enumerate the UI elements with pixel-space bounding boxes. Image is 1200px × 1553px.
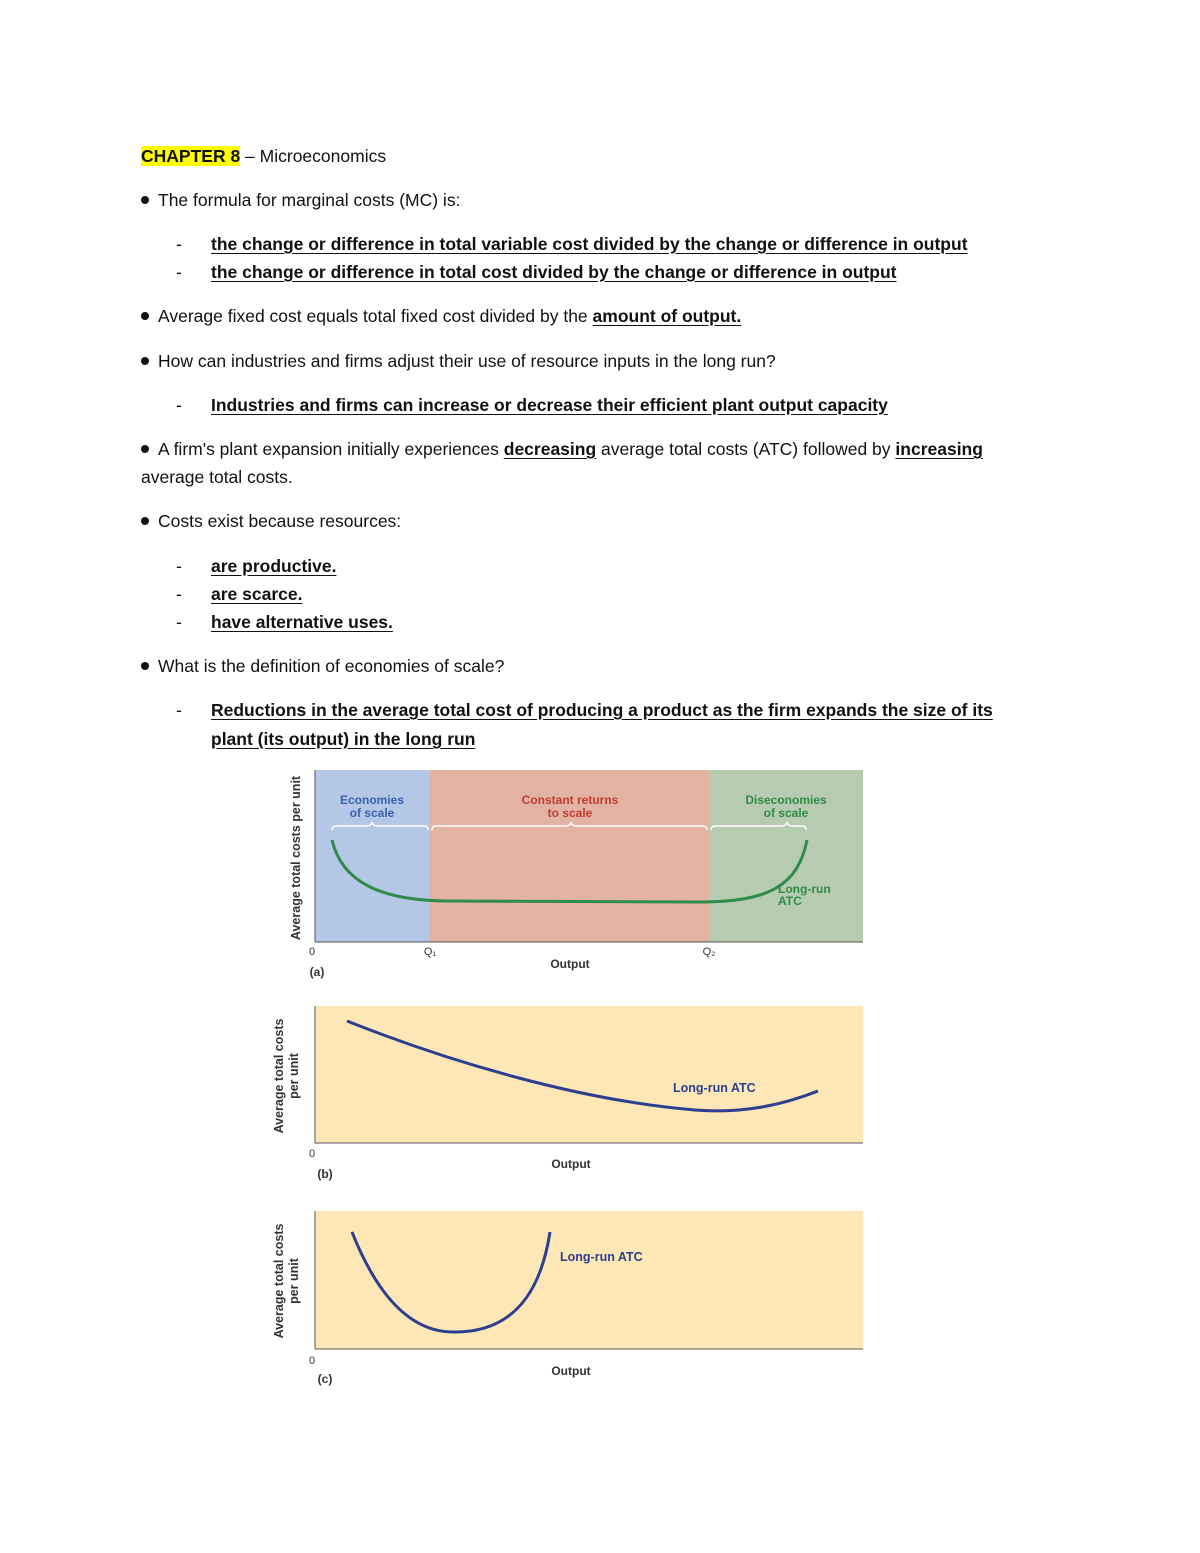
answer-decreasing: decreasing: [503, 439, 597, 459]
answer-economies-line-2: plant (its output) in the long run: [211, 729, 476, 749]
x-axis-label-c: Output: [551, 1364, 591, 1378]
statement-plant-expansion: [141, 438, 983, 460]
bullet-icon: [141, 445, 149, 453]
bullet-icon: [141, 312, 149, 320]
figure-a-long-run-atc-regions: [270, 760, 880, 985]
bullet-icon: [141, 662, 149, 670]
answer-economies-line-1: Reductions in the average total cost of producing a product as the firm expands the size of its: [211, 700, 993, 720]
x-axis-label-b: Output: [551, 1157, 591, 1171]
origin-label-c: 0: [308, 1355, 316, 1367]
question-text: Average fixed cost equals total fixed cost divided by the: [158, 306, 593, 326]
dash-icon: -: [176, 395, 182, 415]
question-average-fixed-cost: [141, 305, 741, 327]
atc-label-c: Long-run ATC: [560, 1250, 643, 1264]
question-text: Costs exist because resources:: [158, 511, 402, 531]
answer-resources-3: have alternative uses.: [211, 612, 393, 632]
panel-label-b: (b): [317, 1167, 333, 1181]
y-axis-label-c-line2: per unit: [287, 1258, 301, 1304]
statement-text: A firm's plant expansion initially experiences: [158, 439, 504, 459]
economies-label-line2: of scale: [349, 806, 395, 820]
dash-icon: -: [176, 262, 182, 282]
answer-afc: amount of output.: [592, 306, 742, 326]
chapter-subject: Microeconomics: [259, 146, 387, 166]
bullet-icon: [141, 357, 149, 365]
q1-label: Q₁: [423, 946, 437, 958]
diseconomies-label-line1: Diseconomies: [745, 793, 827, 807]
dash-icon: -: [176, 584, 182, 604]
dash-icon: -: [176, 700, 182, 720]
bullet-icon: [141, 517, 149, 525]
chapter-label: CHAPTER 8: [141, 146, 241, 166]
constant-label-line1: Constant returns: [521, 793, 619, 807]
chapter-heading: [141, 145, 386, 167]
question-economies-of-scale: [141, 655, 504, 677]
y-axis-label-b-line2: per unit: [287, 1053, 301, 1099]
economies-label-line1: Economies: [339, 793, 405, 807]
answer-long-run-inputs: Industries and firms can increase or decrease their efficient plant output capacity: [211, 395, 888, 415]
statement-text: average total costs (ATC) followed by: [596, 439, 896, 459]
answer-resources-1: are productive.: [211, 556, 337, 576]
dash-icon: -: [176, 234, 182, 254]
dash-icon: -: [176, 556, 182, 576]
answer-increasing: increasing: [895, 439, 983, 459]
figure-b-long-run-atc: [265, 1000, 875, 1185]
question-long-run-inputs: [141, 350, 776, 372]
q2-label: Q₂: [702, 946, 716, 958]
constant-label-line2: to scale: [547, 806, 593, 820]
question-text: What is the definition of economies of scale?: [158, 656, 505, 676]
plot-background-b: [315, 1006, 863, 1143]
atc-label-a-line2: ATC: [778, 894, 802, 908]
question-costs-exist: [141, 510, 401, 532]
panel-label-c: (c): [317, 1372, 333, 1386]
atc-label-a-line1: Long-run: [778, 882, 831, 896]
answer-mc-2: the change or difference in total cost divided by the change or difference in output: [211, 262, 897, 282]
question-text: The formula for marginal costs (MC) is:: [158, 190, 461, 210]
panel-label-a: (a): [309, 965, 325, 979]
origin-label-b: 0: [308, 1148, 316, 1160]
diseconomies-label-line2: of scale: [763, 806, 809, 820]
question-marginal-cost: [141, 189, 460, 211]
x-axis-label-a: Output: [550, 957, 590, 971]
heading-separator: –: [240, 146, 260, 166]
atc-label-b: Long-run ATC: [673, 1081, 756, 1095]
y-axis-label-b-line1: Average total costs: [272, 1018, 286, 1134]
figure-c-long-run-atc: [265, 1205, 875, 1390]
dash-icon: -: [176, 612, 182, 632]
y-axis-label-a: Average total costs per unit: [289, 775, 303, 941]
statement-continuation: average total costs.: [141, 467, 293, 487]
answer-mc-1: the change or difference in total variable cost divided by the change or difference in output: [211, 234, 968, 254]
y-axis-label-c-line1: Average total costs: [272, 1223, 286, 1339]
bullet-icon: [141, 196, 149, 204]
plot-background-c: [315, 1211, 863, 1349]
answer-resources-2: are scarce.: [211, 584, 303, 604]
question-text: How can industries and firms adjust their use of resource inputs in the long run?: [158, 351, 776, 371]
origin-label-a: 0: [308, 946, 316, 958]
